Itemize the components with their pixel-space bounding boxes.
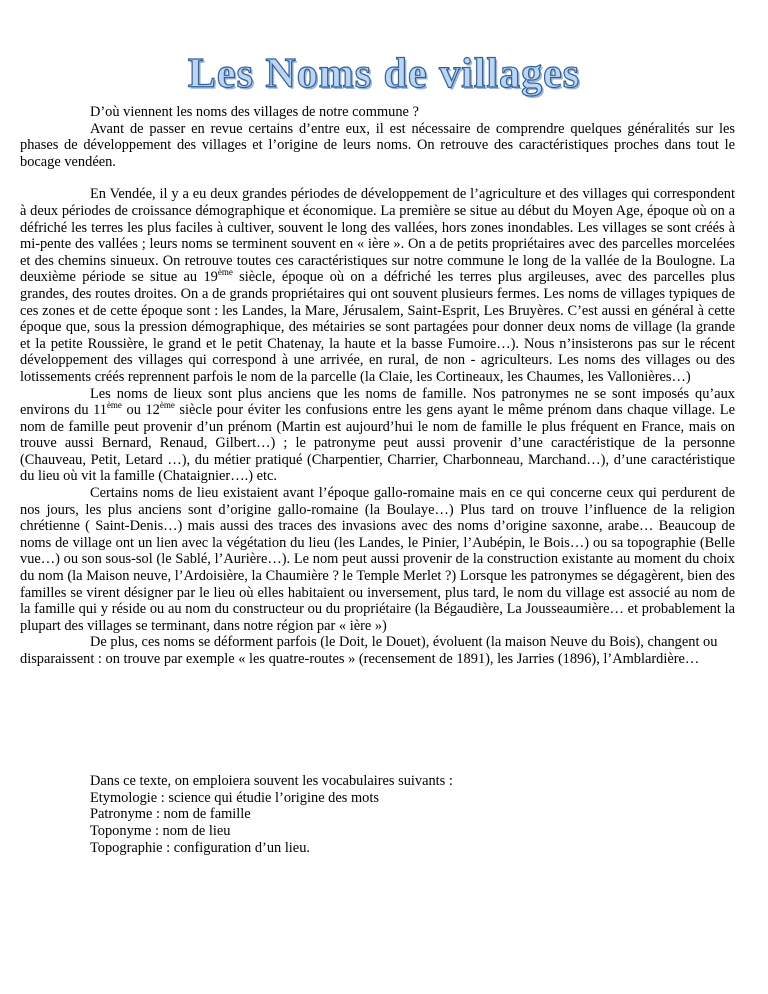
paragraph-lieux-c: siècle pour éviter les confusions entre les gens ayant le même prénom dans chaque village. Le nom de famille peut provenir d’un prénom (Martin est aujourd’hui le nom de famille le plus fréquent en France, mais on trouve aussi Bernard, Renaud, Gilbert…) ; le patronyme peut aussi provenir d’une caractéristique de la personne (Chauveau, Petit, Letard …), du métier pratiqué (Charpentier, Charrier, Charbonneau, Marchand…), d’une caractéristique du lieu où vit la famille (Chataignier….) etc. bbox=[20, 402, 735, 485]
vocabulary-item: Toponyme : nom de lieu bbox=[90, 823, 231, 840]
superscript-eme: ème bbox=[217, 267, 233, 278]
vocabulary-item: Topographie : configuration d’un lieu. bbox=[90, 839, 310, 856]
paragraph-certains: Certains noms de lieu existaient avant l’époque gallo-romaine mais en ce qui concerne ceux qui perdurent de nos jours, les plus anciens sont d’origine gallo-romaine (la Boulaye…) Plus tard on trouve l’influence de la religion chrétienne ( Saint-Denis…) mais aussi des traces des invasions avec des noms d’origine saxonne, arabe… Beaucoup de noms de village ont un lien avec la végétation du lieu (les Landes, le Pinier, l’Aubépin, le Bois…) ou sa topographie (Belle vue…) ou son sous-sol (le Sablé, l’Aurière…). Le nom peut aussi provenir de la construction existante au moment du choix du nom (la Maison neuve, l’Ardoisière, la Chaumière ? le Temple Merlet ?) Lorsque les patronymes se dégagèrent, bien des familles se virent désigner par le lieu où elles habitaient ou inversement, plus tard, le nom du village est associé au nom de la famille qui y réside ou au nom du constructeur ou du propriétaire (la Bégaudière, La Jousseaumière… et probablement la plupart des villages se terminant, dans notre région par « ière ») bbox=[20, 485, 735, 634]
paragraph-vendee-rest: siècle, époque où on a défriché les terres plus argileuses, avec des parcelles plus grandes, des routes droites. On a de grands propriétaires qui ont souvent plusieurs fermes. Les noms de villages typiques de ces zones et de cette époque sont : les Landes, la Mare, Jérusalem, Saint-Esprit, Les Bruyères. C’est aussi en général à cette époque que, sous la pression démographique, des métairies se sont partagées pour donner deux noms de village (la grande et la petite Roussière, le grand et le petit Chatenay, la haute et la basse Fumoire…). Nous n’insisterons pas sur le récent développement des villages qui correspond à une arrivée, en rural, de non - agriculteurs. Les noms des villages ou des lotissements créés reprennent parfois le nom de la parcelle (la Claie, les Cortineaux, les Chaumes, les Vallonières…) bbox=[20, 269, 736, 385]
spacer bbox=[20, 170, 735, 186]
paragraph-lieux-a: Les noms de lieux sont plus anciens que les noms de famille. Nos patronymes ne se sont imposés qu’aux environs du 11 bbox=[20, 385, 735, 419]
paragraph-noms-de-lieux bbox=[20, 386, 735, 486]
paragraph-de-plus: De plus, ces noms se déforment parfois (le Doit, le Douet), évoluent (la maison Neuve du Bois), changent ou disparaissent : on trouve par exemple « les quatre-routes » (recensement de 1891), les Jarries (1896), l’Amblardière… bbox=[20, 634, 718, 667]
vocabulary-item: Etymologie : science qui étudie l’origine des mots bbox=[90, 789, 379, 806]
paragraph-vendee bbox=[20, 186, 735, 385]
intro-paragraph: Avant de passer en revue certains d’entre eux, il est nécessaire de comprendre quelques généralités sur les phases de développement des villages et l’origine de leurs noms. On retrouve des caractéristiques proches dans tout le bocage vendéen. bbox=[20, 120, 735, 170]
intro-question: D’où viennent les noms des villages de notre commune ? bbox=[90, 104, 419, 120]
paragraph-vendee-text: En Vendée, il y a eu deux grandes périodes de développement de l’agriculture et des villages qui correspondent à deux périodes de croissance démographique et économique. La première se situe au début du Moyen Age, époque où on a défriché les terres les plus faciles à cultiver, souvent le long des vallées, hors zones inondables. Les villages se sont créés à mi-pente des vallées ; leurs noms se terminent souvent en « ière ». On a de petits propriétaires avec des parcelles morcelées et des chemins sinueux. On retrouve toutes ces caractéristiques sur notre commune le long de la vallée de la Boulogne. La deuxième période se situe au 19 bbox=[20, 186, 735, 286]
superscript-eme-2: ème bbox=[159, 400, 175, 411]
vocabulary-intro: Dans ce texte, on emploiera souvent les vocabulaires suivants : bbox=[90, 773, 453, 789]
body-text bbox=[20, 104, 735, 668]
superscript-eme-1: ème bbox=[106, 400, 122, 411]
vocabulary-item: Patronyme : nom de famille bbox=[90, 806, 251, 823]
vocabulary-list bbox=[90, 773, 730, 857]
paragraph-lieux-b: ou 12 bbox=[121, 402, 160, 419]
page-title: Les Noms de villages bbox=[187, 51, 581, 97]
